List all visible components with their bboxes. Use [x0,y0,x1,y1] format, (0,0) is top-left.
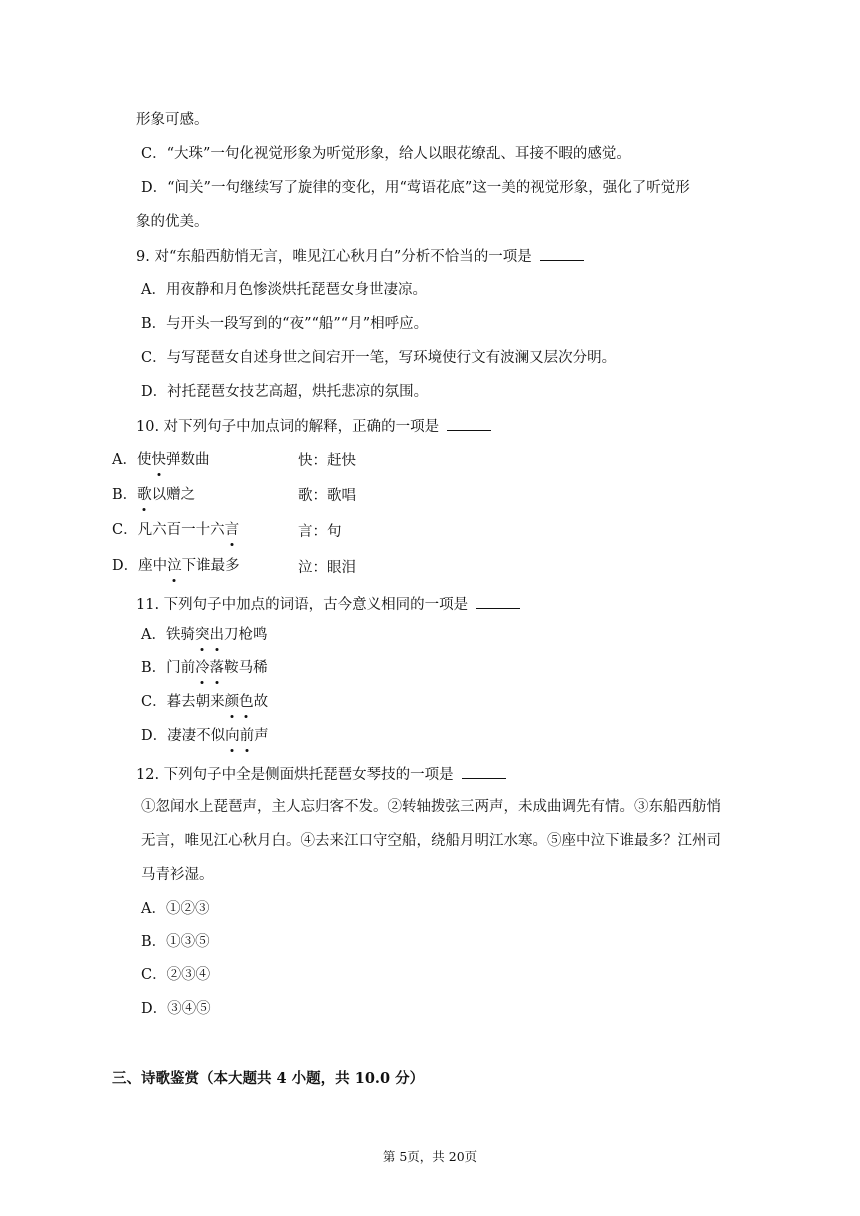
q10-option-d [112,556,240,576]
q11-option-c [141,692,268,712]
dotted-word [225,728,254,744]
dotted-word: 歌 [137,487,152,503]
option-letter: A． [112,452,137,468]
q10-stem [136,416,491,437]
dotted-char: 落 [209,660,225,676]
option-text: 门前 [166,660,196,676]
option-letter: B． [112,487,138,503]
answer-blank [447,416,491,431]
q10-option-c [112,520,239,540]
q9-option-b: B．与开头一段写到的“夜”“船”“月”相呼应。 [141,316,429,332]
option-text: 铁骑 [165,627,195,643]
answer-blank [476,594,520,609]
q8-tail: 形象可感。 [136,112,209,128]
dotted-word: 快 [151,452,166,468]
option-letter: C． [112,522,138,538]
option-text: 使 [136,452,152,468]
q12-passage-line2: 无言，唯见江心秋月白。④去来江口守空船，绕船月明江水寒。⑤座中泣下谁最多？江州司 [141,833,721,849]
q9-option-a: A．用夜静和月色惨淡烘托琵琶女身世凄凉。 [141,282,427,298]
dotted-char: 突 [194,627,210,643]
option-text: 下谁最多 [181,558,240,574]
option-letter: D． [141,728,168,744]
dotted-char: 出 [209,627,224,643]
q10-gloss-d: 泣：眼泪 [298,560,356,576]
q12-option-b: B．①③⑤ [141,934,210,950]
dotted-char: 前 [239,728,255,744]
q12-option-c: C．②③④ [141,967,211,983]
option-letter: A． [141,627,166,643]
section-title: 三、诗歌鉴赏（本大题共 4 小题，共 10.0 分） [112,1070,425,1087]
q11-option-d [141,726,269,746]
q8-option-d-line2: 象的优美。 [136,214,209,230]
dotted-word: 言 [224,522,240,538]
q9-option-d: D．衬托琵琶女技艺高超，烘托悲凉的氛围。 [141,384,429,400]
option-text: 声 [254,728,269,744]
option-letter: B． [141,660,167,676]
dotted-word [195,627,224,643]
q10-option-b [112,485,195,505]
option-text: 鞍马稀 [224,660,268,676]
q9-stem [136,246,584,267]
dotted-char: 色 [239,694,254,710]
option-text: 故 [253,694,269,710]
dotted-char: 冷 [195,660,210,676]
q8-option-c: C．“大珠”一句化视觉形象为听觉形象，给人以眼花缭乱、耳接不暇的感觉。 [141,146,631,162]
answer-blank [462,764,506,779]
q8-option-d-line1: D．“间关”一句继续写了旋律的变化，用“莺语花底”这一美的视觉形象，强化了听觉形 [141,180,690,196]
dotted-word [195,660,224,676]
option-text: 暮去朝来 [166,694,225,710]
q10-gloss-b: 歌：歌唱 [298,488,356,504]
q10-option-a [112,450,209,470]
option-text: 凄凄不似 [167,728,226,744]
option-text: 弹数曲 [165,452,210,468]
q12-passage-line1: ①忽闻水上琵琶声，主人忘归客不发。②转轴拨弦三两声，未成曲调先有情。③东船西舫悄 [141,799,721,815]
option-text: 以赠之 [151,487,196,503]
option-text: 刀枪鸣 [223,627,268,643]
q12-stem [136,764,506,785]
q9-stem-text: 9. 对“东船西舫悄无言，唯见江心秋月白”分析不恰当的一项是 [136,249,532,265]
q9-option-c: C．与写琵琶女自述身世之间宕开一笔，写环境使行文有波澜又层次分明。 [141,350,617,366]
page-footer: 第 5页，共 20页 [382,1149,478,1164]
dotted-char: 颜 [224,694,240,710]
q12-option-a: A．①②③ [141,901,210,917]
answer-blank [540,246,584,261]
dotted-word: 泣 [167,558,182,574]
q10-gloss-c: 言：句 [298,524,342,540]
dotted-char: 向 [225,728,240,744]
dotted-word [225,694,254,710]
option-letter: D． [112,558,139,574]
q12-option-d: D．③④⑤ [141,1001,211,1017]
q11-option-a [141,625,267,645]
q12-stem-text: 12. 下列句子中全是侧面烘托琵琶女琴技的一项是 [136,767,454,783]
q12-passage-line3: 马青衫湿。 [141,867,214,883]
q11-stem-text: 11. 下列句子中加点的词语，古今意义相同的一项是 [136,597,469,613]
option-letter: C． [141,694,167,710]
q10-stem-text: 10. 对下列句子中加点词的解释，正确的一项是 [136,419,440,435]
q10-gloss-a: 快：赶快 [298,453,356,469]
q11-stem [136,594,520,615]
option-text: 座中 [138,558,168,574]
option-text: 凡六百一十六 [137,522,225,538]
q11-option-b [141,658,268,678]
